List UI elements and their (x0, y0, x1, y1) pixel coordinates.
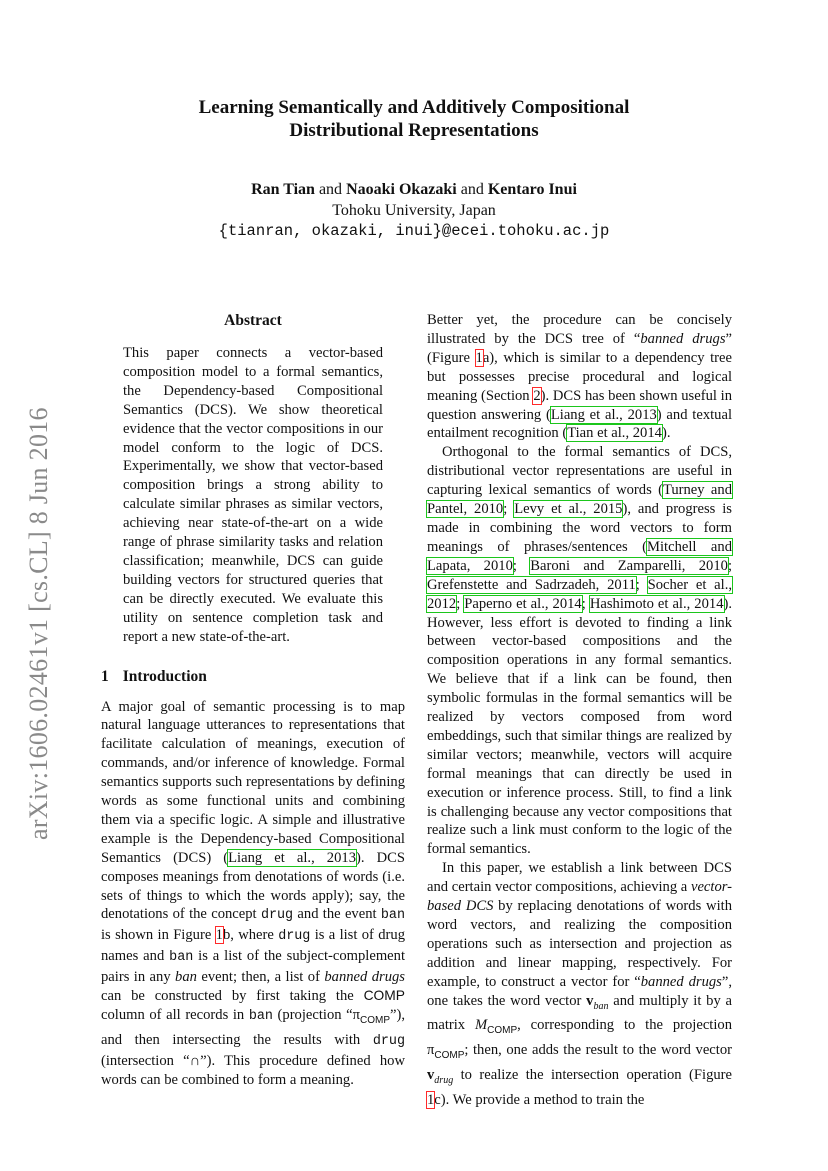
body-paragraph: Orthogonal to the formal semantics of DCS, distributional vector representations are useful in capturing lexical semantics of words (Turney and Pantel, 2010; Levy et al., 2015), and progress is made in combining the word vectors to form meanings of phrases/sentences (Mitchell and Lapata, 2010; Baroni and Zamparelli, 2010; Grefenstette and Sadrzadeh, 2011; Socher et al., 2012; Paperno et al., 2014; Hashimoto et al., 2014). However, less effort is devoted to finding a link between vector-based compositions and the composition operations in any formal semantics. We believe that if a link can be found, then symbolic formulas in the formal semantics will be realized by vectors composed from word embeddings, such that similar things are realized by similar vectors; meanwhile, vectors will acquire formal meanings that can directly be used in execution or inference process. Still, to find a link is challenging because any vector compositions that realize such a link must conform to the logic of the formal semantics. (427, 444, 733, 858)
email-address: {tianran, okazaki, inui}@ecei.tohoku.ac.jp (218, 222, 610, 240)
abstract-text: This paper connects a vector-based composition model to a formal semantics, the Dependency-based Compositional Semantics (DCS). We show theoretical evidence that the vector compositions in our model conform to the logic of DCS. Experimentally, we show that vector-based composition brings a strong ability to calculate similar phrases as similar vectors, achieving near state-of-the-art on a wide range of phrase similarity tasks and relation classification; meanwhile, DCS can guide building vectors for structured queries that can be directly executed. We evaluate this utility on sentence completion task and report a new state-of-the-art. (123, 345, 383, 645)
emphasis: ban (175, 969, 197, 986)
matrix-symbol: M (474, 1017, 488, 1034)
code-term: drug (372, 1033, 405, 1049)
emphasis: banned drugs (640, 973, 722, 990)
emphasis: banned drugs (324, 969, 405, 986)
figure-reference-link[interactable]: 1 (215, 927, 223, 944)
vector-symbol: v (427, 1067, 435, 1084)
code-term: drug (278, 929, 311, 945)
citation-link[interactable]: Liang et al., 2013 (228, 849, 356, 866)
section-number: 1 (101, 667, 109, 685)
title-line-2: Distributional Representations (289, 120, 539, 141)
author-name: Ran Tian (251, 181, 315, 198)
intro-paragraph: A major goal of semantic processing is to map natural language utterances to representations that facilitate calculation of meanings, execution of commands, and/or inference of knowledge. Formal semantics supports such representations by defining words as some functional units and combining them via a specific logic. A simple and illustrative example is the Dependency-based Compositional Semantics (DCS) (Liang et al., 2013). DCS composes meanings from denotations of words (i.e. sets of things to which the words apply); say, the denotations of the concept drug and the event ban is shown in Figure 1b, where drug is a list of drug names and ban is a list of the subject-complement pairs in any ban event; then, a list of banned drugs can be constructed by first taking the COMP column of all records in ban (projection “$\pi_{COMP}$”), and then intersecting the results with drug (intersection “∩”). This procedure defined how words can be combined to form a meaning. (101, 698, 406, 1088)
title-line-1: Learning Semantically and Additively Compositional (198, 97, 630, 118)
subscript: COMP (360, 1014, 391, 1026)
abstract-heading: Abstract (224, 312, 282, 329)
section-heading (101, 667, 405, 686)
section-reference-link[interactable]: 2 (533, 387, 541, 404)
citation-link[interactable]: Baroni and Zamparelli, 2010 (530, 557, 728, 574)
citation-link[interactable]: Paperno et al., 2014 (464, 595, 582, 612)
arxiv-identifier: arXiv:1606.02461v1 [cs.CL] 8 Jun 2016 (24, 407, 53, 840)
code-term: ban (169, 950, 194, 966)
author-separator: and (318, 181, 343, 198)
right-column (427, 311, 732, 1110)
code-term: ban (380, 908, 405, 924)
author-name: Naoaki Okazaki (346, 181, 457, 198)
citation-link[interactable]: Levy et al., 2015 (514, 501, 623, 518)
body-paragraph: Better yet, the procedure can be concisely illustrated by the DCS tree of “banned drugs” (Figure 1a), which is similar to a dependency tree but possesses precise procedural and logical meaning (Section 2). DCS has been shown useful in question answering (Liang et al., 2013) and textual entailment recognition (Tian et al., 2014). (427, 312, 733, 442)
citation-link[interactable]: Tian et al., 2014 (567, 425, 662, 442)
vector-symbol: v (586, 992, 594, 1009)
affiliation: Tohoku University, Japan (332, 202, 496, 219)
citation-link[interactable]: Grefenstette and Sadrzadeh, 2011 (427, 576, 636, 593)
figure-reference-link[interactable]: 1 (475, 349, 483, 366)
code-term: ban (248, 1009, 273, 1024)
figure-reference-link[interactable]: 1 (427, 1091, 435, 1108)
emphasis: banned drugs (640, 330, 726, 347)
subscript: ban (593, 1000, 609, 1012)
citation-link[interactable]: Socher et al., 2012 (427, 576, 732, 612)
citation-link[interactable]: Turney and Pantel, 2010 (427, 482, 732, 518)
author-block (90, 179, 738, 242)
section-title: Introduction (122, 667, 207, 685)
citation-link[interactable]: Liang et al., 2013 (550, 406, 657, 423)
left-column (101, 311, 405, 1090)
subscript: COMP (487, 1025, 518, 1037)
column-name: COMP (363, 988, 405, 1004)
author-line (90, 179, 738, 200)
body-paragraph: In this paper, we establish a link between DCS and certain vector compositions, achieving a vector-based DCS by replacing denotations of words with word vectors, and realizing the composition operations such as intersection and projection as addition and linear mapping, respectively. For example, to construct a vector for “banned drugs”, one takes the word vector $v_{ban}$ and multiply it by a matrix $M_{COMP}$, corresponding to the projection $\pi_{COMP}$; then, one adds the result to the word vector $v_{drug}$ to realize the intersection operation (Figure 1c). We provide a method to train the (427, 860, 733, 1108)
subscript: COMP (434, 1050, 465, 1062)
author-name: Kentaro Inui (487, 181, 577, 198)
subscript: drug (434, 1074, 454, 1086)
emphasis: vector-based DCS (427, 879, 732, 915)
paper-title (90, 96, 738, 142)
citation-link[interactable]: Hashimoto et al., 2014 (589, 595, 724, 612)
code-term: drug (260, 908, 294, 924)
author-separator: and (460, 181, 484, 198)
citation-link[interactable]: Mitchell and Lapata, 2010 (427, 538, 732, 574)
